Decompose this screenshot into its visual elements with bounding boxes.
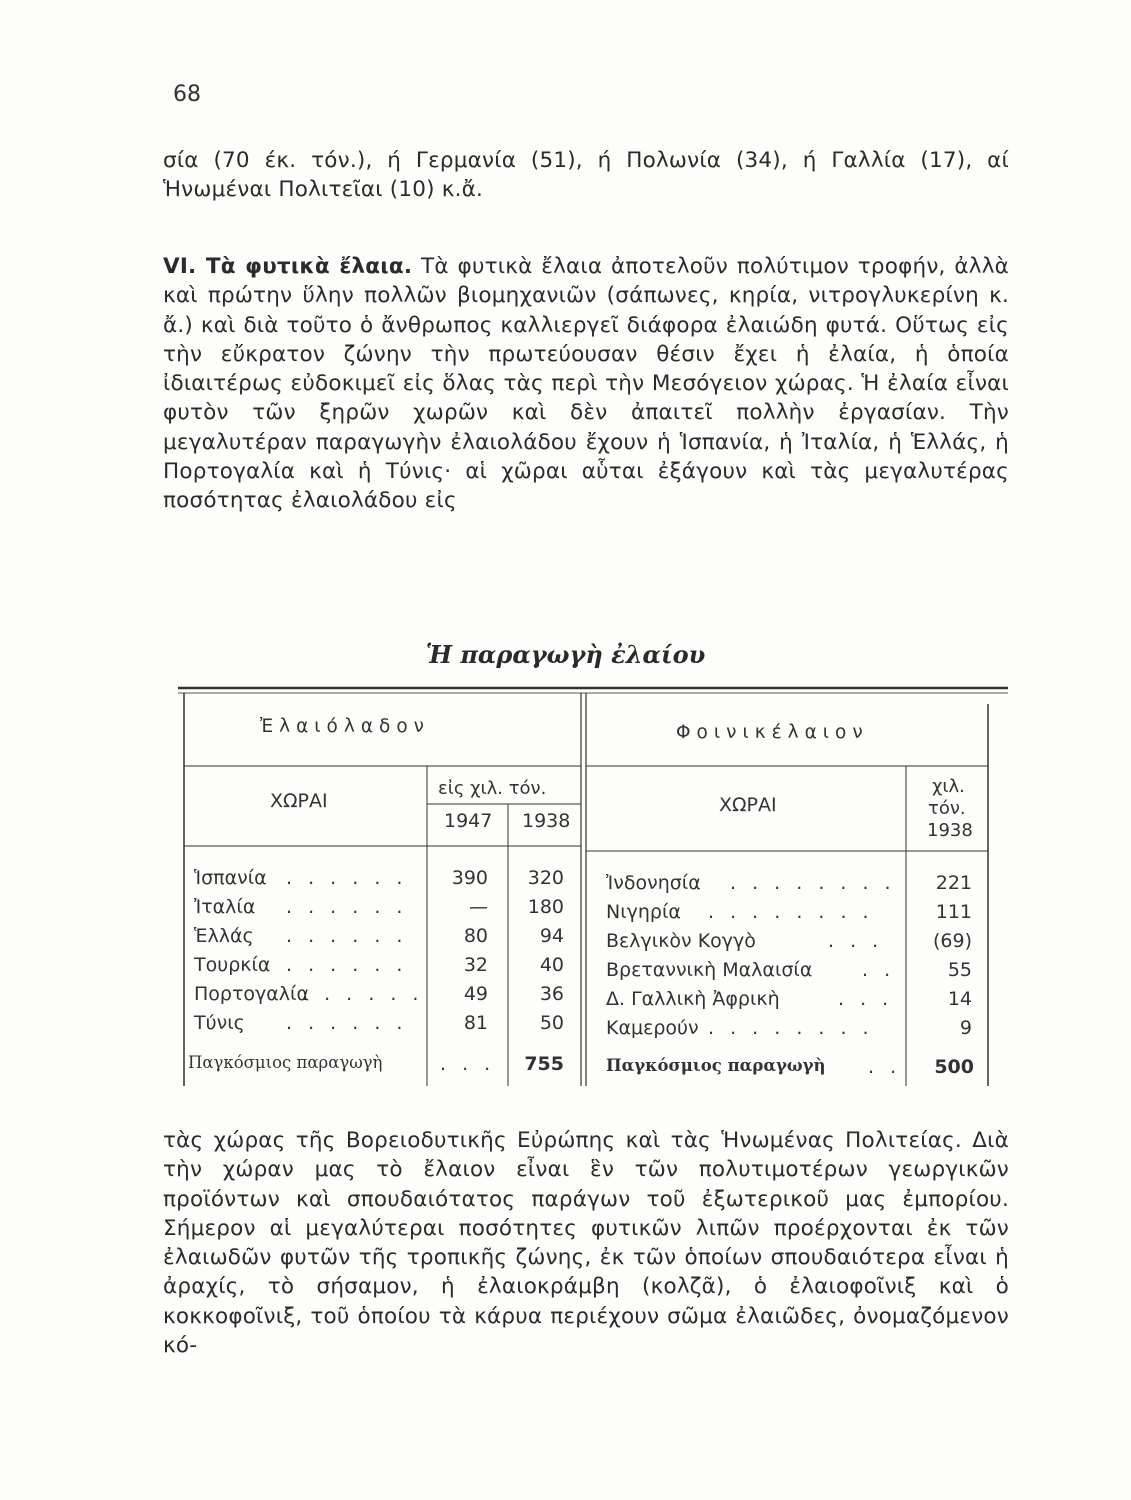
leader-dots: . . . . . . xyxy=(302,983,424,1005)
section-heading: VI. Τὰ φυτικὰ ἔλαια. xyxy=(163,254,413,279)
leader-dots: . . xyxy=(862,959,896,981)
value-1938: 111 xyxy=(935,901,972,923)
country-name: Ἱσπανία xyxy=(194,867,267,889)
country-name: Ἑλλάς xyxy=(194,925,254,947)
leader-dots: . . . . . . xyxy=(286,954,408,976)
value-1947: 32 xyxy=(463,954,488,976)
right-total-value: 500 xyxy=(934,1056,974,1078)
leader-dots: . . . . . . xyxy=(286,1012,408,1034)
paragraph-2-text: Τὰ φυτικὰ ἔλαια ἀποτελοῦν πολύτιμον τροφήν, ἀλλὰ καὶ πρώτην ὕλην πολλῶν βιομηχανιῶν (σάπωνες, κηρία, νιτρογλυκερίνη κ. ἄ.) καὶ διὰ τοῦτο ὁ ἄνθρωπος καλλιεργεῖ διάφορα ἐλαιώδη φυτά. Οὕτως εἰς τὴν εὔκρατον ζώνην τὴν πρωτεύουσαν θέσιν ἔχει ἡ ἐλαία, ἡ ὁποία ἰδιαιτέρως εὐδοκιμεῖ εἰς ὅλας τὰς περὶ τὴν Μεσόγειον χώρας. Ἡ ἐλαία εἶναι φυτὸν τῶν ξηρῶν χωρῶν καὶ δὲν ἀπαιτεῖ πολλὴν ἐργασίαν. Τὴν μεγαλυτέραν παραγωγὴν ἐλαιολάδου ἔχουν ἡ Ἱσπανία, ἡ Ἰταλία, ἡ Ἑλλάς, ἡ Πορτογαλία καὶ ἡ Τύνις· αἱ χῶραι αὗται ἐξάγουν καὶ τὰς μεγαλυτέρας ποσότητας ἐλαιολάδου εἰς xyxy=(163,254,1009,514)
country-name: Τουρκία xyxy=(194,954,271,976)
country-name: Καμερούν xyxy=(606,1017,699,1039)
units-header-left: εἰς χιλ. τόν. xyxy=(438,778,547,799)
paragraph-2 xyxy=(163,252,1009,516)
country-name: Βρεταννικὴ Μαλαισία xyxy=(606,959,813,981)
country-name: Πορτογαλία xyxy=(194,983,310,1005)
left-total-value: 755 xyxy=(524,1053,564,1075)
units-header-right-1: χιλ. xyxy=(932,776,965,797)
units-header-right-3: 1938 xyxy=(927,820,973,841)
oil-production-table xyxy=(178,686,1008,1088)
olive-oil-header: Ἐλαιόλαδον xyxy=(260,716,430,737)
left-countries-header: ΧΩΡΑΙ xyxy=(270,790,328,812)
right-total-label: Παγκόσμιος παραγωγὴ xyxy=(606,1056,826,1075)
leader-dots: . . . . . . . . xyxy=(708,901,874,923)
country-name: Ἰνδονησία xyxy=(606,872,701,894)
value-1938: 94 xyxy=(539,925,564,947)
year-1938-header: 1938 xyxy=(522,810,571,832)
country-name: Τύνις xyxy=(194,1012,245,1034)
page-number: 68 xyxy=(173,82,201,107)
paragraph-3: τὰς χώρας τῆς Βορειοδυτικῆς Εὐρώπης καὶ τὰς Ἡνωμένας Πολιτείας. Διὰ τὴν χώραν μας τὸ ἔλαιον εἶναι ἓν τῶν πολυτιμοτέρων γεωργικῶν προϊόντων καὶ σπουδαιότατος παράγων τοῦ ἐξωτερικοῦ μας ἐμπορίου. Σήμερον αἱ μεγαλύτεραι ποσότητες φυτικῶν λιπῶν προέρχονται ἐκ τῶν ἐλαιωδῶν φυτῶν τῆς τροπικῆς ζώνης, ἐκ τῶν ὁποίων σπουδαιότερα εἶναι ἡ ἀραχίς, τὸ σήσαμον, ἡ ἐλαιοκράμβη (κολζᾶ), ὁ ἐλαιοφοῖνιξ καὶ ὁ κοκκοφοῖνιξ, τοῦ ὁποίου τὰ κάρυα περιέχουν σῶμα ἐλαιῶδες, ὀνομαζόμενον κό- xyxy=(163,1128,1009,1359)
value-1938: (69) xyxy=(932,930,972,952)
value-1938: 40 xyxy=(539,954,564,976)
country-name: Ἰταλία xyxy=(194,896,256,918)
leader-dots: . . . xyxy=(828,930,884,952)
value-1938: 9 xyxy=(959,1017,972,1039)
value-1938: 180 xyxy=(527,896,564,918)
year-1947-header: 1947 xyxy=(444,810,493,832)
paragraph-1: σία (70 έκ. τόν.), ή Γερμανία (51), ή Πολωνία (34), ή Γαλλία (17), αί Ἡνωμέναι Πολιτεῖαι (10) κ.ἄ. xyxy=(163,148,1009,203)
table-title: Ἡ παραγωγὴ ἐλαίου xyxy=(425,640,706,669)
units-header-right-2: τόν. xyxy=(928,798,966,819)
value-1947: 81 xyxy=(463,1012,488,1034)
leader-dots: . . . . . . xyxy=(286,867,408,889)
value-1938: 50 xyxy=(539,1012,564,1034)
country-name: Βελγικὸν Κογγὸ xyxy=(606,930,756,952)
value-1938: 221 xyxy=(935,872,972,894)
country-name: Δ. Γαλλικὴ Ἀφρικὴ xyxy=(606,988,780,1010)
value-1938: 36 xyxy=(539,983,564,1005)
right-countries-header: ΧΩΡΑΙ xyxy=(719,794,777,816)
palm-oil-header: Φοινικέλαιον xyxy=(676,722,869,743)
value-1947: — xyxy=(469,896,488,918)
value-1947: 80 xyxy=(463,925,488,947)
value-1938: 55 xyxy=(947,959,972,981)
leader-dots: . . . xyxy=(838,988,894,1010)
value-1938: 320 xyxy=(527,867,564,889)
leader-dots: . . . . . . . . xyxy=(730,872,896,894)
left-total-dots: . . . xyxy=(440,1053,496,1075)
country-name: Νιγηρία xyxy=(606,901,681,923)
leader-dots: . . . . . . xyxy=(286,896,408,918)
value-1938: 14 xyxy=(947,988,972,1010)
right-total-dots: . . xyxy=(868,1056,902,1078)
value-1947: 49 xyxy=(463,983,488,1005)
left-total-label: Παγκόσμιος παραγωγὴ xyxy=(188,1053,383,1072)
leader-dots: . . . . . . . . xyxy=(708,1017,874,1039)
leader-dots: . . . . . . xyxy=(286,925,408,947)
value-1947: 390 xyxy=(451,867,488,889)
